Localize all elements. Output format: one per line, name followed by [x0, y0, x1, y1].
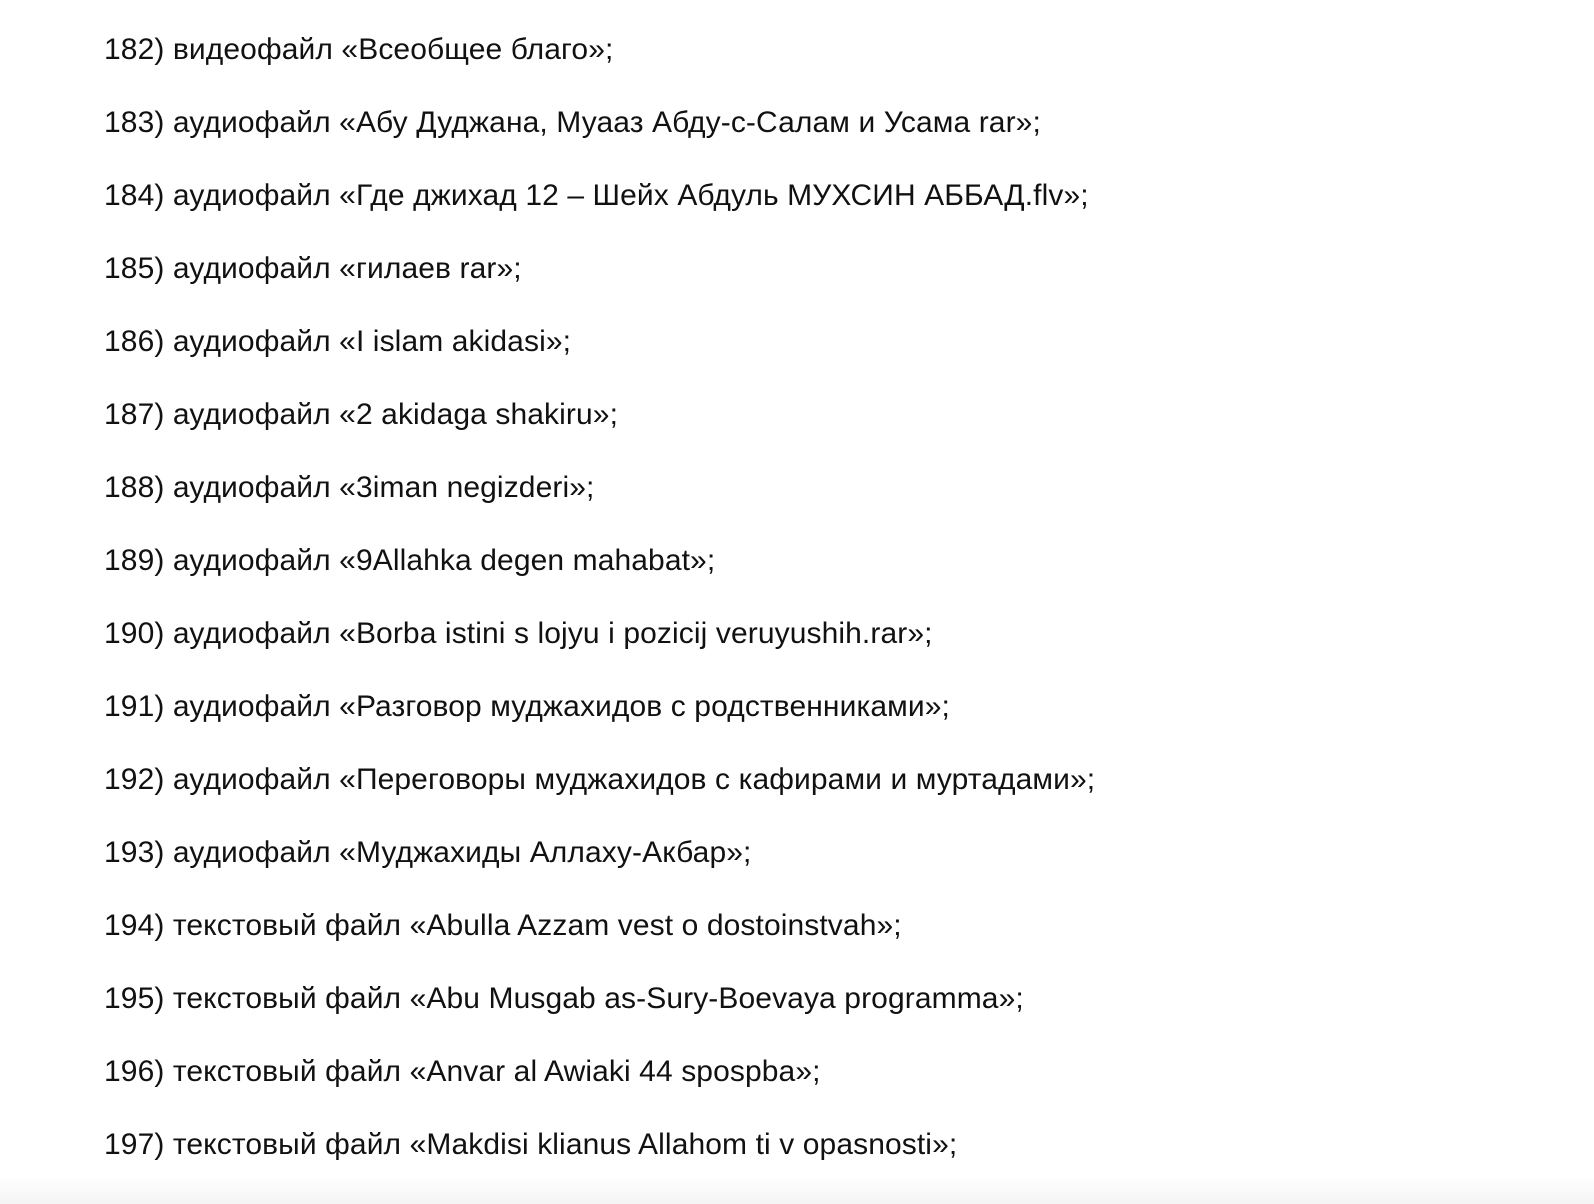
numbered-list	[104, 26, 1564, 1194]
list-item	[104, 902, 1564, 975]
item-number: 193)	[104, 836, 165, 869]
item-number: 185)	[104, 252, 165, 285]
list-item	[104, 99, 1564, 172]
list-item	[104, 1048, 1564, 1121]
item-number: 190)	[104, 617, 165, 650]
item-number: 196)	[104, 1055, 165, 1088]
bottom-scroll-shade	[0, 1176, 1594, 1204]
item-text: аудиофайл «Переговоры муджахидов с кафирами и муртадами»;	[172, 763, 1096, 796]
item-number: 191)	[104, 690, 165, 723]
item-number: 194)	[104, 909, 165, 942]
item-text: аудиофайл «Где джихад 12 – Шейх Абдуль МУХСИН АББАД.flv»;	[172, 179, 1089, 212]
item-number: 186)	[104, 325, 165, 358]
list-item	[104, 829, 1564, 902]
list-item	[104, 391, 1564, 464]
item-number: 189)	[104, 544, 165, 577]
item-text: текстовый файл «Abulla Azzam vest o dostoinstvah»;	[172, 909, 902, 942]
item-number: 192)	[104, 763, 165, 796]
list-item	[104, 975, 1564, 1048]
item-text: аудиофайл «9Allahka degen mahabat»;	[172, 544, 716, 577]
item-number: 195)	[104, 982, 165, 1015]
item-text: текстовый файл «Abu Musgab as-Sury-Boevaya programma»;	[172, 982, 1024, 1015]
item-text: аудиофайл «Абу Дуджана, Муааз Абду-с-Салам и Усама rar»;	[172, 106, 1041, 139]
item-number: 197)	[104, 1128, 165, 1161]
item-text: аудиофайл «2 akidaga shakiru»;	[172, 398, 619, 431]
list-item	[104, 172, 1564, 245]
item-text: видеофайл «Всеобщее благо»;	[172, 33, 614, 66]
item-text: аудиофайл «гилаев rar»;	[172, 252, 522, 285]
item-number: 188)	[104, 471, 165, 504]
item-text: аудиофайл «Разговор муджахидов с родственниками»;	[172, 690, 950, 723]
list-item	[104, 537, 1564, 610]
list-item	[104, 756, 1564, 829]
item-number: 187)	[104, 398, 165, 431]
list-item	[104, 610, 1564, 683]
list-item	[104, 245, 1564, 318]
item-text: аудиофайл «3iman negizderi»;	[172, 471, 595, 504]
document-body	[104, 26, 1564, 1194]
list-item	[104, 683, 1564, 756]
item-text: аудиофайл «Borba istini s lojyu i pozicij veruyushih.rar»;	[172, 617, 933, 650]
list-item	[104, 464, 1564, 537]
list-item	[104, 318, 1564, 391]
item-text: текстовый файл «Anvar al Awiaki 44 spospba»;	[172, 1055, 821, 1088]
item-text: аудиофайл «Муджахиды Аллаху-Акбар»;	[172, 836, 752, 869]
item-text: текстовый файл «Makdisi klianus Allahom ti v opasnosti»;	[172, 1128, 958, 1161]
item-text: аудиофайл «I islam akidasi»;	[172, 325, 572, 358]
list-item	[104, 26, 1564, 99]
item-number: 182)	[104, 33, 165, 66]
item-number: 184)	[104, 179, 165, 212]
item-number: 183)	[104, 106, 165, 139]
